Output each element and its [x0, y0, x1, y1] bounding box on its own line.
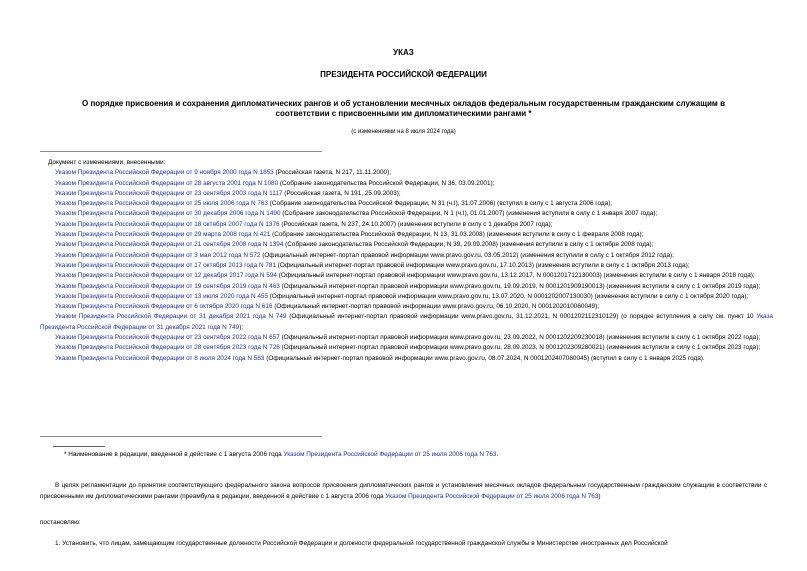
doc-type-title: УКАЗ: [393, 48, 414, 57]
amendment-source: (Официальный интернет-портал правовой информации www.pravo.gov.ru, 23.09.2022, N 0001202209230018) (изменения вступили в силу с 1 октября 2022 года);: [279, 334, 761, 342]
amendments-list: [40, 158, 773, 364]
amendment-link[interactable]: Указом Президента Российской Федерации от 8 июля 2024 года N 583: [55, 354, 265, 362]
amendment-link[interactable]: Указом Президента Российской Федерации от 9 ноября 2000 года N 1853: [55, 169, 274, 177]
amendment-link[interactable]: Указом Президента Российской Федерации от 28 августа 2001 года N 1080: [55, 179, 279, 187]
amendment-source: (Официальный интернет-портал правовой информации www.pravo.gov.ru, 06.10.2020, N 0001202010060049);: [272, 303, 600, 311]
amendment-source: (Российская газета, N 191, 25.09.2003);: [282, 189, 401, 197]
subject-line-2: соответствии с присвоенными им дипломатическими рангами *: [275, 109, 532, 118]
amendment-link[interactable]: Указом Президента Российской Федерации от 29 марта 2008 года N 421: [55, 231, 271, 239]
amendment-source: (Собрание законодательства Российской Федерации, N 31 (ч.I), 31.07.2006) (вступил в силу с 1 августа 2006 года);: [268, 200, 613, 208]
amendment-link[interactable]: Указом Президента Российской Федерации от 17 октября 2013 года N 781: [55, 261, 276, 269]
preamble-tail: ): [598, 492, 601, 500]
footnote-tail: .: [496, 451, 499, 458]
amendment-link[interactable]: Указом Президента Российской Федерации от 3 мая 2012 года N 572: [55, 251, 261, 259]
amendment-link[interactable]: Указом Президента Российской Федерации от 13 июля 2020 года N 455: [55, 292, 268, 300]
amendment-source: (Собрание законодательства Российской Федерации, N 36, 03.09.2001);: [278, 179, 495, 187]
amendment-link[interactable]: Указом Президента Российской Федерации от 19 сентября 2019 года N 463: [55, 282, 280, 290]
amendment-item: [40, 343, 773, 353]
amendment-source: (Официальный интернет-портал правовой информации www.pravo.gov.ru, 03.05.2012) (изменения вступили в силу с 1 октября 2012 года);: [260, 251, 674, 259]
article-1-paragraph: 1. Установить, что лицам, замещающим государственные должности Российской Федерации и должности федеральной государственной гражданской службы в Министерстве иностранных дел Российской: [55, 540, 668, 547]
amendment-link[interactable]: Указом Президента Российской Федерации от 30 декабря 2006 года N 1490: [55, 210, 281, 218]
amendment-item: [40, 354, 773, 364]
amendment-source: (Официальный интернет-портал правовой информации www.pravo.gov.ru, 17.10.2013) (изменения вступили в силу с 1 октября 2013 года);: [276, 261, 690, 269]
amendment-source: (Официальный интернет-портал правовой информации www.pravo.gov.ru, 13.12.2017, N 0001201712130003) (изменения вступили в силу с 1 января 2018 года);: [276, 272, 755, 280]
amendment-item: [40, 292, 773, 302]
amendment-source: (Российская газета, N 237, 24.10.2007) (изменения вступили в силу с 1 декабря 2007 года);: [279, 220, 553, 228]
amendment-link[interactable]: Указом Президента Российской Федерации от 31 декабря 2021 года N 749: [55, 313, 287, 321]
footnote: [64, 450, 764, 459]
amendment-date-note: (с изменениями на 8 июля 2024 года): [351, 129, 456, 135]
amendment-item: [40, 333, 773, 343]
amendment-link[interactable]: Указом Президента Российской Федерации от 21 сентября 2008 года N 1394: [55, 241, 284, 249]
amendment-item: [40, 209, 773, 219]
subject-line-1: О порядке присвоения и сохранения дипломатических рангов и об установлении месячных окладов федеральным государственным гражданским служащим в: [82, 99, 725, 108]
amendment-item: [40, 271, 773, 281]
document-subject: [40, 99, 767, 119]
amendment-source: (Официальный интернет-портал правовой информации www.pravo.gov.ru, 13.07.2020, N 0001202007130030) (изменения вступили в силу с 1 октября 2020 года);: [268, 292, 749, 300]
amendment-source: (Официальный интернет-портал правовой информации www.pravo.gov.ru, 31.12.2021, N 0001202112310129) (о порядке вступления в силу см. пункт 10: [286, 313, 757, 321]
footnote-separator: [53, 446, 105, 447]
amendment-link[interactable]: Указом Президента Российской Федерации от 6 октября 2020 года N 616: [55, 303, 273, 311]
amendment-source: (Российская газета, N 217, 11.11.2000);: [273, 169, 392, 177]
issuer-title: ПРЕЗИДЕНТА РОССИЙСКОЙ ФЕДЕРАЦИИ: [320, 70, 487, 79]
amendment-item: [40, 251, 773, 261]
amendments-lead: Документ с изменениями, внесенными:: [48, 159, 166, 166]
amendment-item: [40, 312, 773, 333]
amendment-link[interactable]: Указом Президента Российской Федерации от 23 сентября 2022 года N 657: [55, 334, 280, 342]
amendment-link[interactable]: Указом Президента Российской Федерации от 18 октября 2007 года N 1376: [55, 220, 280, 228]
amendment-source: (Официальный интернет-портал правовой информации www.pravo.gov.ru, 08.07.2024, N 0001202407080045) (вступил в силу с 1 января 2025 года).: [264, 354, 705, 362]
separator-top: [40, 151, 322, 152]
amendment-source: (Собрание законодательства Российской Федерации, N 1 (ч.I), 01.01.2007) (изменения вступили в силу с 1 января 2007 года);: [280, 210, 658, 218]
amendment-item: [40, 230, 773, 240]
preamble-link[interactable]: Указом Президента Российской Федерации от 25 июля 2006 года N 763: [385, 492, 599, 500]
amendment-link[interactable]: Указом Президента Российской Федерации от 12 декабря 2017 года N 594: [55, 272, 277, 280]
amendment-item: [40, 261, 773, 271]
amendment-item: [40, 179, 773, 189]
amendment-item: [40, 168, 773, 178]
amendment-item: [40, 302, 773, 312]
amendment-source: (Собрание законодательства Российской Федерации, N 13, 31.03.2008) (изменения вступили в силу с 1 февраля 2008 года);: [270, 231, 644, 239]
amendment-item: [40, 240, 773, 250]
amendment-source: (Официальный интернет-портал правовой информации www.pravo.gov.ru, 28.09.2023, N 0001202309280021) (изменения вступили в силу с 1 октября 2023 года);: [279, 344, 761, 352]
amendment-link[interactable]: Указом Президента Российской Федерации от 28 сентября 2023 года N 726: [55, 344, 280, 352]
amendment-item: [40, 189, 773, 199]
amendment-item: [40, 220, 773, 230]
footnote-link[interactable]: Указом Президента Российской Федерации от 25 июля 2006 года N 763: [283, 451, 497, 458]
preamble-text: В целях регламентации до принятия соответствующего федерального закона вопросов присвоения дипломатических рангов и установления месячных окладов федеральным государственным гражданским служащим в соответствии с присвоенными им дипломатическими рангами (преамбула в редакции, введенной в действие с 1 августа 2006 года: [40, 482, 767, 500]
amendment-source-tail: );: [239, 323, 244, 331]
decree-word: постановляю:: [40, 519, 81, 526]
footnote-text: * Наименование в редакции, введенной в действие с 1 августа 2006 года: [64, 451, 284, 458]
amendment-item: [40, 199, 773, 209]
amendment-link[interactable]: Указом Президента Российской Федерации от 23 сентября 2003 года N 1117: [55, 189, 283, 197]
amendment-source: (Собрание законодательства Российской Федерации, N 39, 29.09.2008) (изменения вступили в силу с 1 октября 2008 года);: [283, 241, 654, 249]
amendment-link[interactable]: Указом Президента Российской Федерации от 25 июля 2006 года N 763: [55, 200, 268, 208]
amendment-effective-link[interactable]: Указа Президента Российской Федерации от 31 декабря 2021 года N 749: [40, 313, 773, 331]
amendment-source: (Официальный интернет-портал правовой информации www.pravo.gov.ru, 19.09.2019, N 0001201909190013) (изменения вступили в силу с 1 октября 2019 года);: [279, 282, 761, 290]
amendment-item: [40, 282, 773, 292]
preamble-paragraph: [40, 481, 767, 502]
separator-bottom: [40, 436, 322, 437]
